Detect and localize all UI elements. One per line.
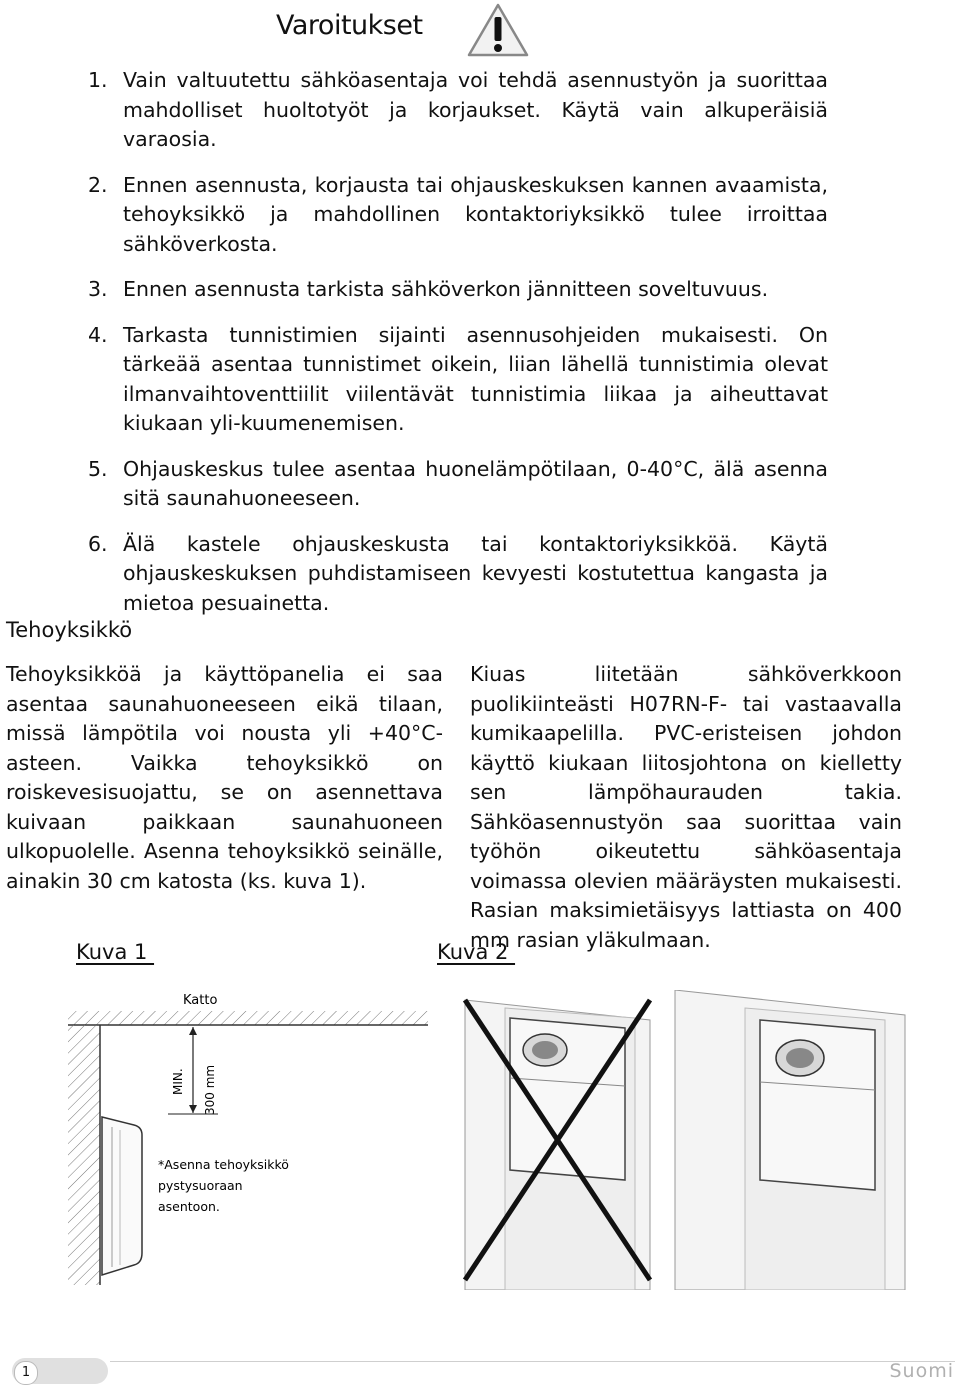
warning-text: Tarkasta tunnistimien sijainti asennusohjeiden mukaisesti. On tärkeää asentaa tunnistimet oikein, liian lähellä tunnistimia olevat ilmanvaihtoventtiilit viilentävät tunnistimia liikaa ja aiheuttavat kiukaan yli-kuumenemisen. <box>123 322 828 435</box>
distance-label: 300 mm <box>203 1064 217 1115</box>
note-line-2: pystysuoraan <box>158 1178 243 1193</box>
page-title: Varoitukset <box>276 10 423 41</box>
warning-number: 6. <box>88 531 108 556</box>
warning-item-4 <box>88 321 828 439</box>
warning-text: Ohjauskeskus tulee asentaa huonelämpötilaan, 0-40°C, älä asenna sitä saunahuoneeseen. <box>123 456 828 510</box>
warning-item-5 <box>88 455 828 514</box>
warning-text: Ennen asennusta, korjausta tai ohjauskeskuksen kannen avaamista, tehoyksikkö ja mahdollinen kontaktoriyksikkö tulee irroittaa sähköverkosta. <box>123 172 828 256</box>
warning-number: 3. <box>88 277 108 301</box>
note-line-1: *Asenna tehoyksikkö <box>158 1157 289 1172</box>
page-number: 1 <box>14 1361 38 1385</box>
control-unit-correct <box>760 1020 875 1190</box>
section-heading: Tehoyksikkö <box>6 618 133 642</box>
warning-number: 1. <box>88 68 108 92</box>
wall-shape <box>68 1025 100 1285</box>
warning-item-1 <box>88 66 828 155</box>
warning-text: Vain valtuutettu sähköasentaja voi tehdä asennustyön ja suorittaa mahdolliset huoltotyöt ja korjaukset. Käytä vain alkuperäisiä varaosia. <box>123 68 828 151</box>
warnings-list <box>88 66 828 634</box>
ceiling-shape <box>68 1011 428 1025</box>
figure1-caption: Kuva 1 <box>76 940 155 964</box>
language-label: Suomi <box>889 1360 954 1382</box>
min-label: MIN. <box>171 1068 185 1095</box>
warning-number: 2. <box>88 172 108 197</box>
warning-text: Älä kastele ohjauskeskusta tai kontaktoriyksikköä. Käytä ohjauskeskuksen puhdistamiseen kevyesti kostutettua kangasta ja mietoa pesuainetta. <box>123 531 828 615</box>
warning-item-2 <box>88 171 828 260</box>
warning-triangle-icon <box>466 2 530 58</box>
warning-item-3 <box>88 275 828 305</box>
ceiling-label: Katto <box>183 993 218 1008</box>
figure2-diagram <box>445 990 915 1290</box>
figure1-diagram <box>68 985 428 1285</box>
figure2-caption: Kuva 2 <box>437 940 516 964</box>
power-unit-side-view <box>102 1117 142 1275</box>
footer-divider <box>110 1361 955 1362</box>
section-right-text: Kiuas liitetään sähköverkkoon puolikiinteästi H07RN-F- tai vastaavalla kumikaapelilla. PVC-eristeisen johdon käyttö kiukaan liitosjohtona on kielletty sen lämpöhaurauden takia. Sähköasennustyön saa suorittaa vain työhön oikeutettu sähköasentaja voimassa olevien määräysten mukaisesti. Rasian maksimietäisyys lattiasta on 400 mm rasian yläkulmaan. <box>470 662 902 952</box>
warning-text: Ennen asennusta tarkista sähköverkon jännitteen soveltuvuus. <box>123 277 769 301</box>
warning-item-6 <box>88 530 828 619</box>
warning-number: 5. <box>88 456 108 481</box>
warning-number: 4. <box>88 322 108 347</box>
section-left-text: Tehoyksikköä ja käyttöpanelia ei saa asentaa saunahuoneeseen eikä tilaan, missä lämpötila voi nousta yli +40°C-asteen. Vaikka tehoyksikkö on roiskevesisuojattu, se on asennettava kuivaan paikkaan saunahuoneen ulkopuolelle. Asenna tehoyksikkö seinälle, ainakin 30 cm katosta (ks. kuva 1). <box>6 662 443 893</box>
note-line-3: asentoon. <box>158 1199 220 1214</box>
